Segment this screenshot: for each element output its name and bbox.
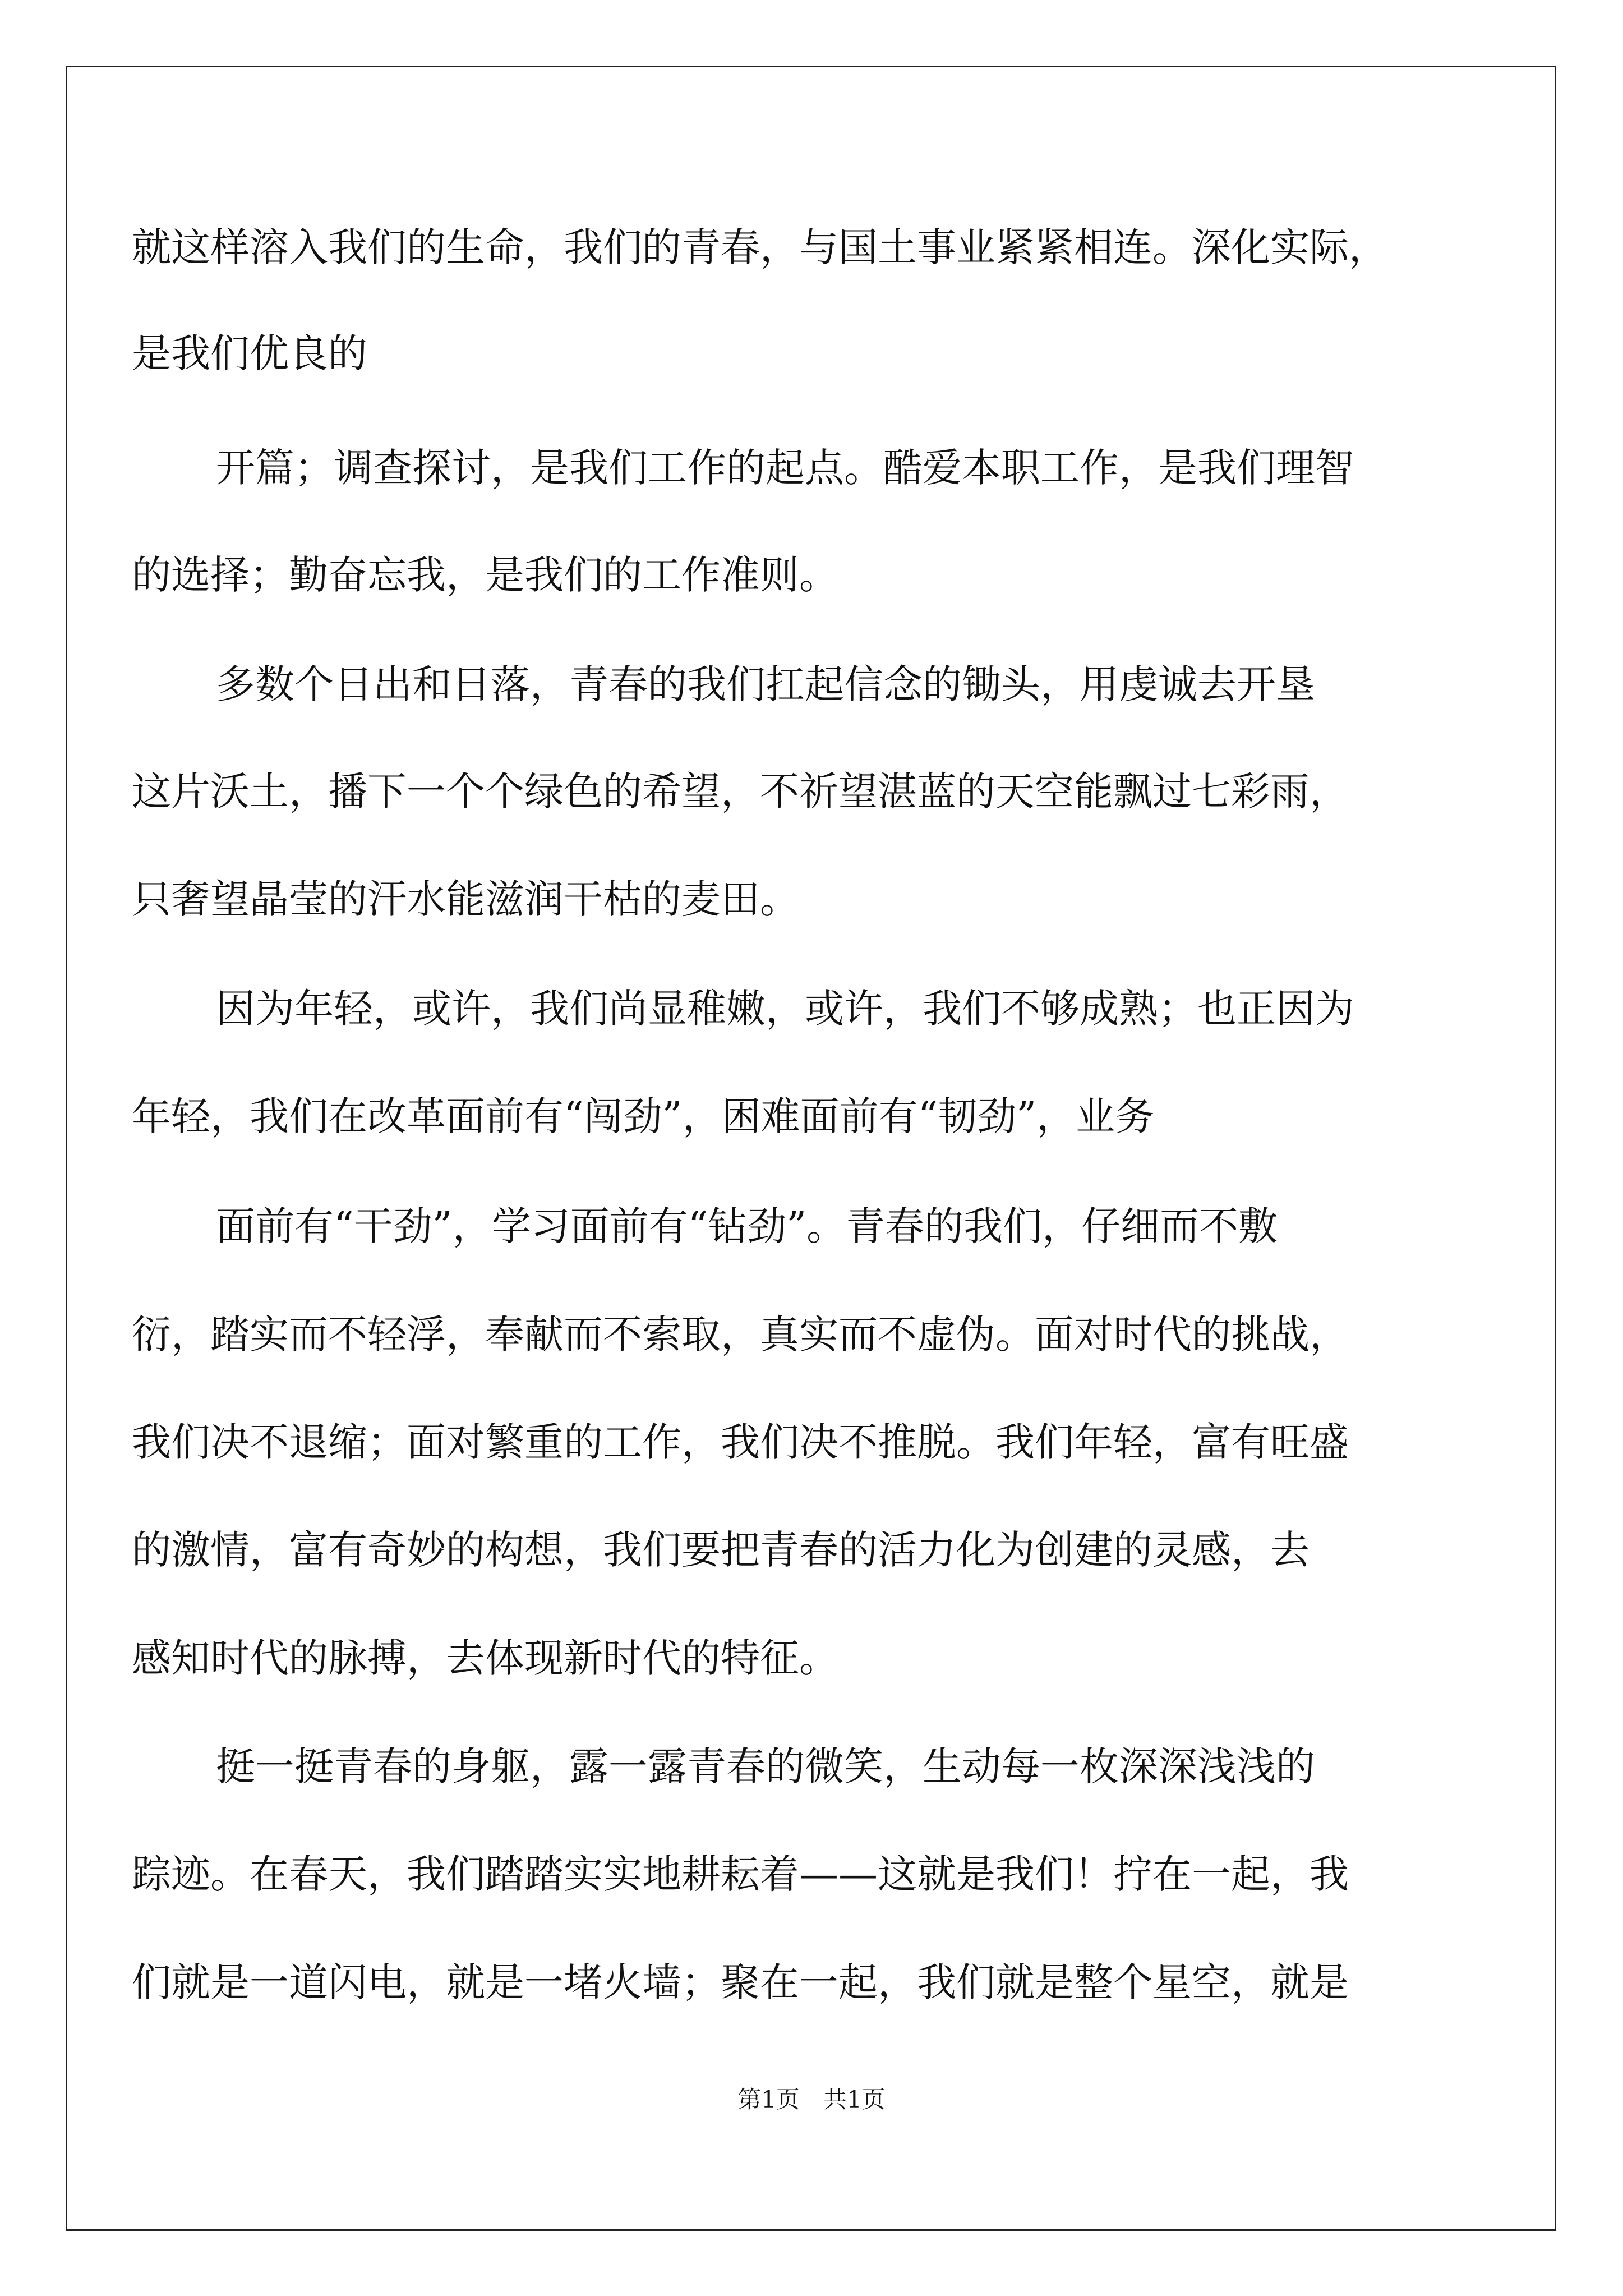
text-line: 的选择；勤奋忘我，是我们的工作准则。	[132, 552, 838, 598]
text-line: 年轻，我们在改革面前有“闯劲”，困难面前有“韧劲”，业务	[132, 1093, 1155, 1139]
text-line: 多数个日出和日落，青春的我们扛起信念的锄头，用虔诚去开垦	[216, 661, 1315, 707]
text-line: 衍，踏实而不轻浮，奉献而不索取，真实而不虚伪。面对时代的挑战，	[132, 1312, 1349, 1358]
text-line: 因为年轻，或许，我们尚显稚嫩，或许，我们不够成熟；也正因为	[216, 986, 1354, 1032]
text-line: 们就是一道闪电，就是一堵火墙；聚在一起，我们就是整个星空，就是	[132, 1959, 1349, 2005]
text-line: 开篇；调查探讨，是我们工作的起点。酷爱本职工作，是我们理智	[216, 445, 1354, 491]
text-line: 挺一挺青春的身躯，露一露青春的微笑，生动每一枚深深浅浅的	[216, 1743, 1315, 1789]
text-line: 是我们优良的	[132, 330, 367, 376]
page-border	[66, 66, 1556, 2231]
text-line: 感知时代的脉搏，去体现新时代的特征。	[132, 1635, 838, 1681]
page-footer: 第1页 共1页	[737, 2086, 886, 2113]
text-line: 我们决不退缩；面对繁重的工作，我们决不推脱。我们年轻，富有旺盛	[132, 1419, 1349, 1465]
text-line: 只奢望晶莹的汗水能滋润干枯的麦田。	[132, 876, 799, 922]
text-line: 踪迹。在春天，我们踏踏实实地耕耘着——这就是我们！拧在一起，我	[132, 1851, 1349, 1897]
text-line: 面前有“干劲”，学习面前有“钻劲”。青春的我们，仔细而不敷	[216, 1203, 1278, 1249]
text-line: 就这样溶入我们的生命，我们的青春，与国土事业紧紧相连。深化实际，	[132, 224, 1388, 270]
text-line: 的激情，富有奇妙的构想，我们要把青春的活力化为创建的灵感，去	[132, 1527, 1310, 1573]
text-line: 这片沃土，播下一个个绿色的希望，不祈望湛蓝的天空能飘过七彩雨，	[132, 769, 1349, 815]
